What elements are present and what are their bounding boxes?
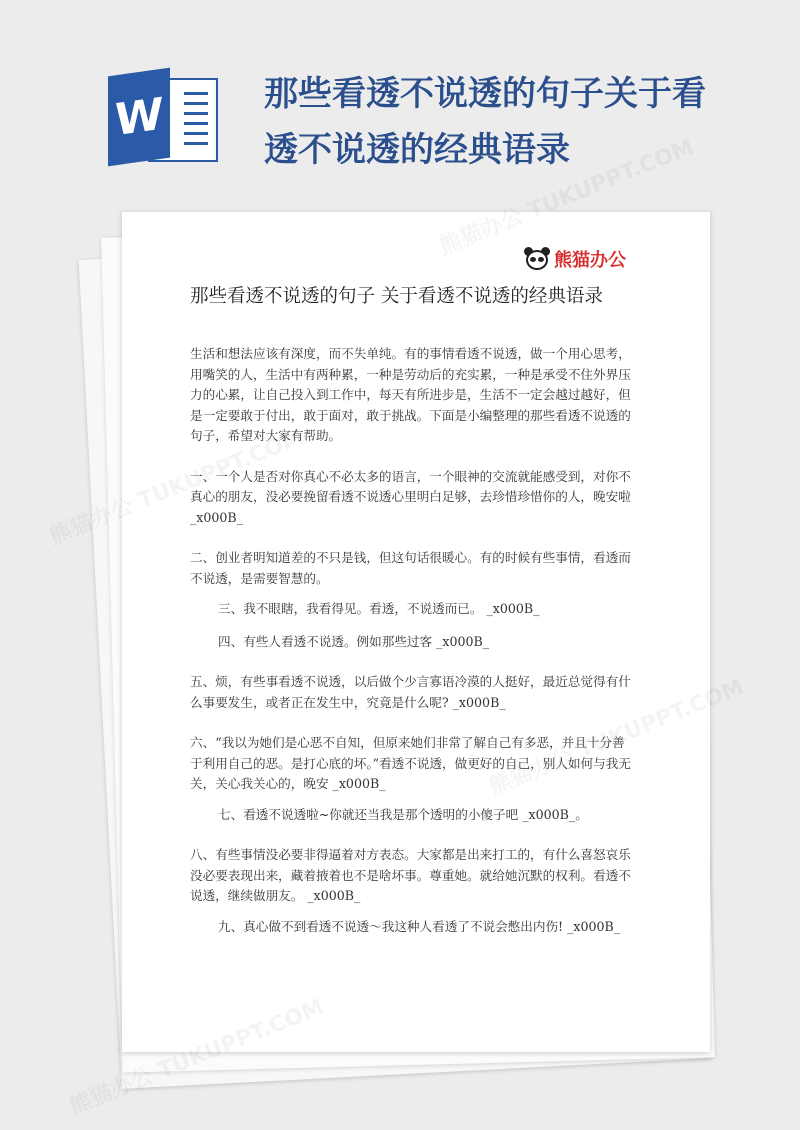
paragraph-9: 九、真心做不到看透不说透～我这种人看透了不说会憋出内伤! _x000B_ [218, 918, 621, 934]
word-letter: W [108, 68, 170, 167]
paragraph-1: 一、一个人是否对你真心不必太多的语言，一个眼神的交流就能感受到，对你不真心的朋友，没必要挽留看透不说透心里明白足够，去珍惜珍惜你的人，晚安啦 _x000B_ [190, 468, 631, 525]
document-page [122, 212, 710, 1052]
paragraph-2: 二、创业者明知道差的不只是钱，但这句话很暖心。有的时候有些事情，看透而不说透，是需要智慧的。 [190, 550, 631, 586]
document-body [190, 344, 632, 949]
brand-logo [524, 246, 626, 272]
paragraph-8: 八、有些事情没必要非得逼着对方表态。大家都是出来打工的，有什么喜怒哀乐没必要表现出来，藏着掖着也不是啥坏事。尊重她。就给她沉默的权利。看透不说透，继续做朋友。 _x000B_ [190, 847, 631, 903]
paragraph-7: 七、看透不说透啦~你就还当我是那个透明的小傻子吧 _x000B_。 [218, 806, 588, 822]
page-title: 那些看透不说透的句子关于看透不说透的经典语录 [264, 74, 706, 170]
page-header [0, 0, 800, 200]
paragraph-5: 五、烦，有些事看透不说透，以后做个少言寡语冷漠的人挺好，最近总觉得有什么事要发生，或者正在发生中，究竟是什么呢? _x000B_ [190, 674, 631, 710]
paragraph-4: 四、有些人看透不说透。例如那些过客 _x000B_ [218, 633, 490, 649]
paragraph-3: 三、我不眼瞎，我看得见。看透，不说透而已。 _x000B_ [218, 601, 540, 616]
paragraph-6: 六、“我以为她们是心恶不自知，但原来她们非常了解自己有多恶，并且十分善于利用自己的恶。是打心底的坏。”看透不说透，做更好的自己，别人如何与我无关，关心我关心的，晚安 _x000B_ [190, 735, 631, 791]
document-title: 那些看透不说透的句子 关于看透不说透的经典语录 [190, 286, 603, 307]
brand-logo-text: 熊猫办公 [554, 250, 626, 271]
intro-paragraph: 生活和想法应该有深度，而不失单纯。有的事情看透不说透，做一个用心思考，用嘴笑的人，生活中有两种累，一种是劳动后的充实累，一种是承受不住外界压力的心累，让自己投入到工作中，每天有所进步是，生活不一定会越过越好，但是一定要敢于付出，敢于面对，敢于挑战。下面是小编整理的那些看透不说透的句子，希望对大家有帮助。 [190, 346, 631, 443]
word-document-icon [108, 72, 218, 162]
panda-icon [524, 247, 550, 271]
